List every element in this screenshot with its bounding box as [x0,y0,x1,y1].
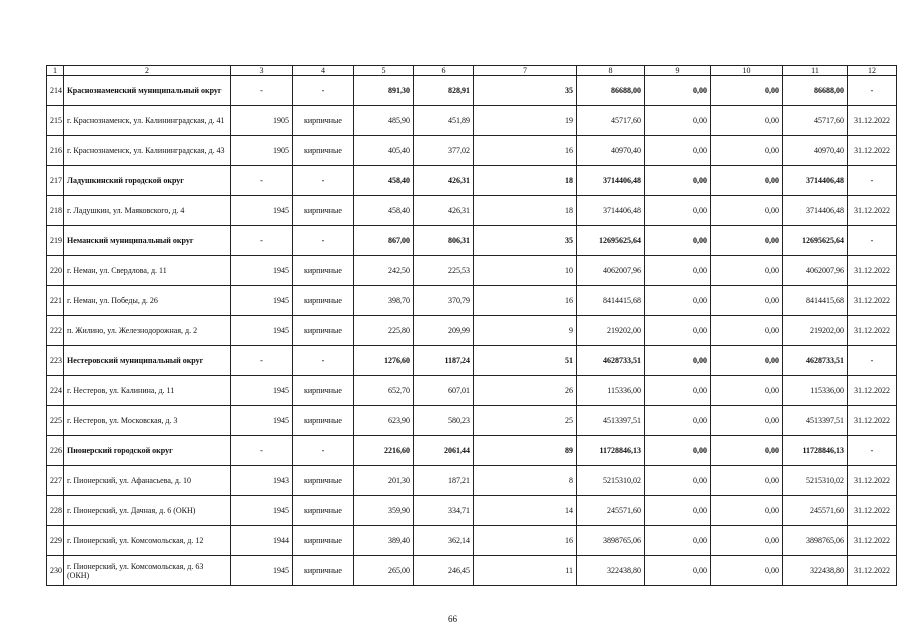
address-cell: п. Жилино, ул. Железнодорожная, д. 2 [64,316,231,346]
table-row [47,316,897,346]
table-row [47,466,897,496]
column-9-cell: 0,00 [645,526,711,556]
year-cell: 1945 [231,196,293,226]
address-cell: г. Краснознаменск, ул. Калининградская, д. 43 [64,136,231,166]
column-10-cell: 0,00 [711,226,783,256]
year-cell: - [231,436,293,466]
row-number-cell: 220 [47,256,64,286]
row-number-cell: 224 [47,376,64,406]
column-10-cell: 0,00 [711,466,783,496]
deadline-date-cell: 31.12.2022 [848,556,897,586]
total-cost-cell: 5215310,02 [577,466,645,496]
address-cell: г. Пионерский, ул. Комсомольская, д. 12 [64,526,231,556]
row-number-cell: 228 [47,496,64,526]
total-cost-cell: 4513397,51 [577,406,645,436]
deadline-date-cell: - [848,226,897,256]
residents-count-cell: 11 [474,556,577,586]
year-cell: - [231,346,293,376]
row-number-cell: 216 [47,136,64,166]
address-cell: г. Пионерский, ул. Афанасьева, д. 10 [64,466,231,496]
total-cost-cell: 11728846,13 [577,436,645,466]
wall-material-cell: кирпичные [293,466,354,496]
column-10-cell: 0,00 [711,406,783,436]
column-number-header-row [47,66,897,76]
table-row [47,406,897,436]
wall-material-cell: кирпичные [293,496,354,526]
column-9-cell: 0,00 [645,496,711,526]
year-cell: 1945 [231,286,293,316]
row-number-cell: 226 [47,436,64,466]
deadline-date-cell: 31.12.2022 [848,136,897,166]
page-number: 66 [448,614,457,624]
district-summary-row [47,436,897,466]
column-10-cell: 0,00 [711,436,783,466]
residents-count-cell: 18 [474,166,577,196]
column-11-cell: 4628733,51 [783,346,848,376]
living-area-cell: 377,02 [414,136,474,166]
living-area-cell: 806,31 [414,226,474,256]
living-area-cell: 828,91 [414,76,474,106]
wall-material-cell: кирпичные [293,286,354,316]
total-cost-cell: 4062007,96 [577,256,645,286]
deadline-date-cell: 31.12.2022 [848,406,897,436]
column-10-cell: 0,00 [711,76,783,106]
column-10-cell: 0,00 [711,526,783,556]
residents-count-cell: 14 [474,496,577,526]
residents-count-cell: 18 [474,196,577,226]
column-number-header: 2 [64,66,231,76]
deadline-date-cell: 31.12.2022 [848,496,897,526]
column-9-cell: 0,00 [645,106,711,136]
wall-material-cell: кирпичные [293,136,354,166]
column-11-cell: 219202,00 [783,316,848,346]
year-cell: 1945 [231,556,293,586]
wall-material-cell: кирпичные [293,196,354,226]
column-9-cell: 0,00 [645,76,711,106]
year-cell: 1905 [231,106,293,136]
residents-count-cell: 25 [474,406,577,436]
deadline-date-cell: 31.12.2022 [848,106,897,136]
row-number-cell: 222 [47,316,64,346]
total-area-cell: 242,50 [354,256,414,286]
deadline-date-cell: 31.12.2022 [848,526,897,556]
column-11-cell: 5215310,02 [783,466,848,496]
total-area-cell: 225,80 [354,316,414,346]
living-area-cell: 426,31 [414,166,474,196]
living-area-cell: 334,71 [414,496,474,526]
living-area-cell: 607,01 [414,376,474,406]
residents-count-cell: 19 [474,106,577,136]
living-area-cell: 580,23 [414,406,474,436]
deadline-date-cell: 31.12.2022 [848,316,897,346]
column-11-cell: 322438,80 [783,556,848,586]
district-summary-row [47,166,897,196]
address-cell: г. Неман, ул. Победы, д. 26 [64,286,231,316]
wall-material-cell: кирпичные [293,106,354,136]
year-cell: - [231,226,293,256]
deadline-date-cell: 31.12.2022 [848,466,897,496]
column-9-cell: 0,00 [645,166,711,196]
residents-count-cell: 35 [474,226,577,256]
table-row [47,556,897,586]
district-summary-row [47,346,897,376]
column-10-cell: 0,00 [711,106,783,136]
address-cell: Ладушкинский городской округ [64,166,231,196]
total-cost-cell: 115336,00 [577,376,645,406]
column-10-cell: 0,00 [711,556,783,586]
residents-count-cell: 16 [474,136,577,166]
column-number-header: 12 [848,66,897,76]
address-cell: Краснознаменский муниципальный округ [64,76,231,106]
row-number-cell: 227 [47,466,64,496]
table-row [47,136,897,166]
deadline-date-cell: 31.12.2022 [848,286,897,316]
wall-material-cell: кирпичные [293,556,354,586]
wall-material-cell: кирпичные [293,256,354,286]
table-row [47,376,897,406]
table-body [47,66,897,586]
column-number-header: 10 [711,66,783,76]
living-area-cell: 362,14 [414,526,474,556]
column-10-cell: 0,00 [711,256,783,286]
address-cell: Пионерский городской округ [64,436,231,466]
column-10-cell: 0,00 [711,196,783,226]
column-9-cell: 0,00 [645,556,711,586]
total-cost-cell: 4628733,51 [577,346,645,376]
residents-count-cell: 8 [474,466,577,496]
address-cell: Неманский муниципальный округ [64,226,231,256]
deadline-date-cell: 31.12.2022 [848,256,897,286]
wall-material-cell: - [293,76,354,106]
district-summary-row [47,76,897,106]
column-9-cell: 0,00 [645,346,711,376]
column-9-cell: 0,00 [645,136,711,166]
row-number-cell: 230 [47,556,64,586]
total-area-cell: 623,90 [354,406,414,436]
column-10-cell: 0,00 [711,316,783,346]
total-area-cell: 485,90 [354,106,414,136]
column-11-cell: 8414415,68 [783,286,848,316]
residents-count-cell: 9 [474,316,577,346]
address-cell: г. Краснознаменск, ул. Калининградская, д. 41 [64,106,231,136]
column-11-cell: 115336,00 [783,376,848,406]
row-number-cell: 215 [47,106,64,136]
table-row [47,286,897,316]
wall-material-cell: - [293,346,354,376]
table-row [47,256,897,286]
column-number-header: 6 [414,66,474,76]
address-cell: г. Неман, ул. Свердлова, д. 11 [64,256,231,286]
column-11-cell: 3714406,48 [783,166,848,196]
total-area-cell: 891,30 [354,76,414,106]
living-area-cell: 426,31 [414,196,474,226]
address-cell: г. Нестеров, ул. Калинина, д. 11 [64,376,231,406]
total-area-cell: 389,40 [354,526,414,556]
wall-material-cell: - [293,436,354,466]
wall-material-cell: кирпичные [293,406,354,436]
living-area-cell: 1187,24 [414,346,474,376]
year-cell: 1945 [231,376,293,406]
residents-count-cell: 26 [474,376,577,406]
column-10-cell: 0,00 [711,166,783,196]
row-number-cell: 217 [47,166,64,196]
column-9-cell: 0,00 [645,256,711,286]
deadline-date-cell: - [848,76,897,106]
deadline-date-cell: - [848,346,897,376]
year-cell: 1905 [231,136,293,166]
column-number-header: 9 [645,66,711,76]
column-10-cell: 0,00 [711,376,783,406]
column-9-cell: 0,00 [645,286,711,316]
residents-count-cell: 16 [474,286,577,316]
residents-count-cell: 35 [474,76,577,106]
table-row [47,196,897,226]
column-9-cell: 0,00 [645,376,711,406]
table-row [47,496,897,526]
total-area-cell: 265,00 [354,556,414,586]
total-area-cell: 867,00 [354,226,414,256]
table-row [47,106,897,136]
total-area-cell: 405,40 [354,136,414,166]
column-11-cell: 11728846,13 [783,436,848,466]
total-cost-cell: 12695625,64 [577,226,645,256]
total-cost-cell: 3898765,06 [577,526,645,556]
residents-count-cell: 51 [474,346,577,376]
housing-register-table [46,65,897,586]
residents-count-cell: 10 [474,256,577,286]
total-cost-cell: 219202,00 [577,316,645,346]
table-row [47,526,897,556]
column-11-cell: 12695625,64 [783,226,848,256]
year-cell: 1945 [231,496,293,526]
wall-material-cell: - [293,226,354,256]
deadline-date-cell: - [848,166,897,196]
column-11-cell: 245571,60 [783,496,848,526]
column-9-cell: 0,00 [645,316,711,346]
year-cell: 1945 [231,316,293,346]
column-11-cell: 40970,40 [783,136,848,166]
year-cell: - [231,166,293,196]
living-area-cell: 451,89 [414,106,474,136]
total-cost-cell: 40970,40 [577,136,645,166]
total-area-cell: 458,40 [354,166,414,196]
row-number-cell: 219 [47,226,64,256]
address-cell: г. Нестеров, ул. Московская, д. 3 [64,406,231,436]
column-11-cell: 3714406,48 [783,196,848,226]
address-cell: г. Ладушкин, ул. Маяковского, д. 4 [64,196,231,226]
row-number-cell: 225 [47,406,64,436]
column-10-cell: 0,00 [711,136,783,166]
column-10-cell: 0,00 [711,346,783,376]
total-cost-cell: 3714406,48 [577,166,645,196]
residents-count-cell: 16 [474,526,577,556]
column-11-cell: 4062007,96 [783,256,848,286]
district-summary-row [47,226,897,256]
column-number-header: 8 [577,66,645,76]
residents-count-cell: 89 [474,436,577,466]
year-cell: 1943 [231,466,293,496]
row-number-cell: 223 [47,346,64,376]
column-number-header: 4 [293,66,354,76]
total-area-cell: 1276,60 [354,346,414,376]
wall-material-cell: кирпичные [293,526,354,556]
total-cost-cell: 45717,60 [577,106,645,136]
address-cell: г. Пионерский, ул. Дачная, д. 6 (ОКН) [64,496,231,526]
address-cell: Нестеровский муниципальный округ [64,346,231,376]
column-11-cell: 86688,00 [783,76,848,106]
wall-material-cell: кирпичные [293,316,354,346]
year-cell: 1945 [231,256,293,286]
row-number-cell: 214 [47,76,64,106]
column-number-header: 7 [474,66,577,76]
address-cell: г. Пионерский, ул. Комсомольская, д. 63 (ОКН) [64,556,231,586]
row-number-cell: 221 [47,286,64,316]
wall-material-cell: - [293,166,354,196]
total-cost-cell: 3714406,48 [577,196,645,226]
row-number-cell: 229 [47,526,64,556]
total-area-cell: 652,70 [354,376,414,406]
column-number-header: 3 [231,66,293,76]
total-area-cell: 398,70 [354,286,414,316]
living-area-cell: 370,79 [414,286,474,316]
total-cost-cell: 322438,80 [577,556,645,586]
living-area-cell: 187,21 [414,466,474,496]
total-cost-cell: 8414415,68 [577,286,645,316]
column-9-cell: 0,00 [645,466,711,496]
living-area-cell: 225,53 [414,256,474,286]
total-area-cell: 201,30 [354,466,414,496]
column-10-cell: 0,00 [711,286,783,316]
column-11-cell: 4513397,51 [783,406,848,436]
year-cell: - [231,76,293,106]
deadline-date-cell: 31.12.2022 [848,196,897,226]
total-cost-cell: 86688,00 [577,76,645,106]
column-10-cell: 0,00 [711,496,783,526]
column-9-cell: 0,00 [645,226,711,256]
living-area-cell: 2061,44 [414,436,474,466]
column-number-header: 5 [354,66,414,76]
living-area-cell: 209,99 [414,316,474,346]
column-9-cell: 0,00 [645,406,711,436]
column-11-cell: 45717,60 [783,106,848,136]
column-11-cell: 3898765,06 [783,526,848,556]
deadline-date-cell: 31.12.2022 [848,376,897,406]
column-9-cell: 0,00 [645,196,711,226]
column-number-header: 11 [783,66,848,76]
row-number-cell: 218 [47,196,64,226]
column-number-header: 1 [47,66,64,76]
deadline-date-cell: - [848,436,897,466]
year-cell: 1945 [231,406,293,436]
column-9-cell: 0,00 [645,436,711,466]
total-area-cell: 2216,60 [354,436,414,466]
year-cell: 1944 [231,526,293,556]
total-area-cell: 458,40 [354,196,414,226]
total-cost-cell: 245571,60 [577,496,645,526]
living-area-cell: 246,45 [414,556,474,586]
total-area-cell: 359,90 [354,496,414,526]
wall-material-cell: кирпичные [293,376,354,406]
